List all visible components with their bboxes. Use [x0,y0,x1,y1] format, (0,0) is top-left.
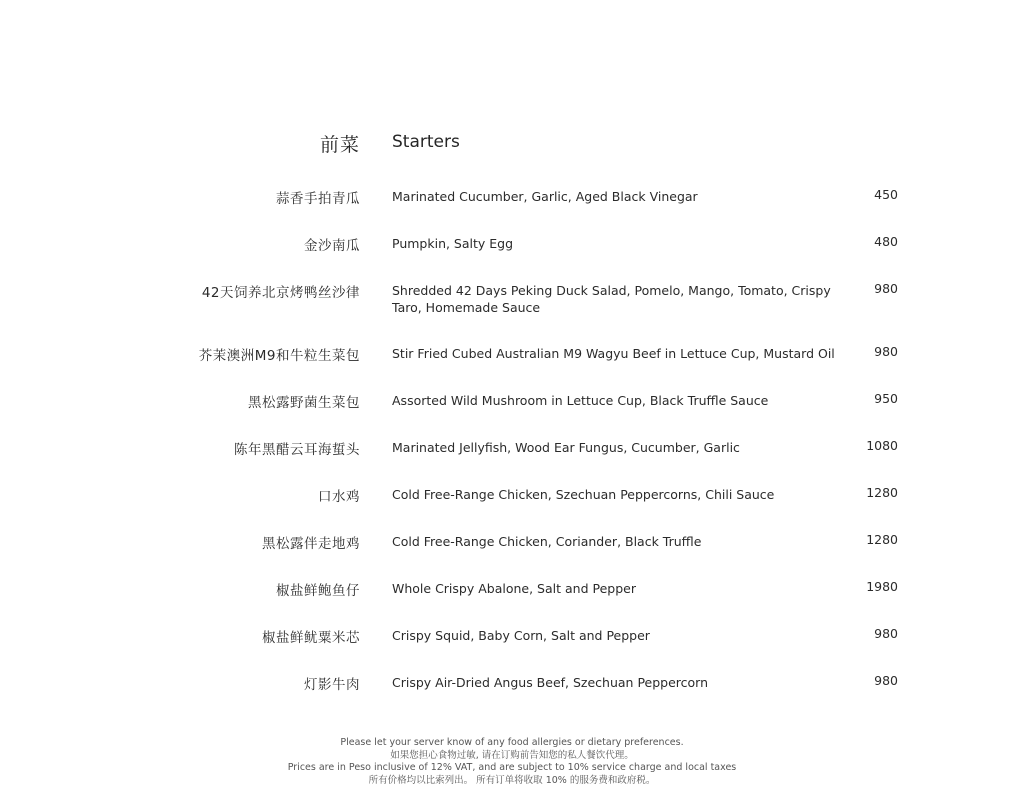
menu-item [0,342,1024,389]
dish-price: 480 [874,234,898,249]
dish-name-english: Stir Fried Cubed Australian M9 Wagyu Beef in Lettuce Cup, Mustard Oil [392,346,835,361]
section-title-chinese: 前菜 [319,134,360,156]
dish-price: 1280 [866,485,898,500]
dish-price: 980 [874,673,898,688]
section-title-english: Starters [392,132,460,152]
dish-name-english: Marinated Jellyfish, Wood Ear Fungus, Cucumber, Garlic [392,440,740,455]
dish-name-chinese: 蒜香手拍青瓜 [276,191,360,207]
dish-price: 1980 [866,579,898,594]
dish-name-chinese: 金沙南瓜 [304,238,360,254]
dish-name-chinese: 陈年黑醋云耳海蜇头 [234,442,360,458]
dish-name-english: Cold Free-Range Chicken, Szechuan Peppercorns, Chili Sauce [392,487,775,502]
dish-price: 980 [874,281,898,296]
dish-price: 950 [874,391,898,406]
dish-price: 1080 [866,438,898,453]
menu-item [0,483,1024,530]
dish-price: 1280 [866,532,898,547]
allergy-note-chinese: 如果您担心食物过敏, 请在订购前告知您的私人餐饮代理。 [390,749,634,761]
menu-item [0,436,1024,483]
dish-name-chinese: 椒盐鲜鱿粟米芯 [262,630,360,646]
menu-item [0,232,1024,279]
allergy-note-english: Please let your server know of any food allergies or dietary preferences. [340,737,684,748]
dish-name-english: Pumpkin, Salty Egg [392,236,514,251]
pricing-note-chinese: 所有价格均以比索列出。 所有订单将收取 10% 的服务费和政府税。 [368,774,656,786]
dish-name-english: Crispy Air-Dried Angus Beef, Szechuan Peppercorn [392,675,709,690]
dish-name-chinese: 口水鸡 [318,489,360,505]
dish-name-chinese: 黑松露伴走地鸡 [262,536,360,552]
dish-name-chinese: 黑松露野菌生菜包 [248,395,360,411]
pricing-note-english: Prices are in Peso inclusive of 12% VAT, and are subject to 10% service charge and local taxes [287,762,737,773]
dish-name-english: Cold Free-Range Chicken, Coriander, Black Truffle [392,534,702,549]
menu-item [0,671,1024,718]
section-header [0,130,1024,158]
dish-name-chinese: 42天饲养北京烤鸭丝沙律 [201,285,360,301]
dish-name-english: Whole Crispy Abalone, Salt and Pepper [392,581,636,596]
dish-name-chinese: 灯影牛肉 [304,677,360,693]
dish-price: 450 [874,187,898,202]
menu-list [0,185,1024,718]
dish-name-english: Assorted Wild Mushroom in Lettuce Cup, Black Truffle Sauce [392,393,769,408]
menu-item [0,530,1024,577]
dish-price: 980 [874,626,898,641]
dish-name-chinese: 椒盐鲜鲍鱼仔 [276,583,360,599]
footer-notes [0,737,1024,787]
dish-name-english: Shredded 42 Days Peking Duck Salad, Pomelo, Mango, Tomato, Crispy Taro, Homemade Sauce [392,283,831,315]
menu-item [0,185,1024,232]
dish-name-english: Crispy Squid, Baby Corn, Salt and Pepper [392,628,650,643]
menu-item [0,279,1024,342]
menu-item [0,389,1024,436]
menu-item [0,624,1024,671]
dish-name-chinese: 芥茉澳洲M9和牛粒生菜包 [198,348,360,364]
dish-name-english: Marinated Cucumber, Garlic, Aged Black Vinegar [392,189,698,204]
menu-item [0,577,1024,624]
dish-price: 980 [874,344,898,359]
